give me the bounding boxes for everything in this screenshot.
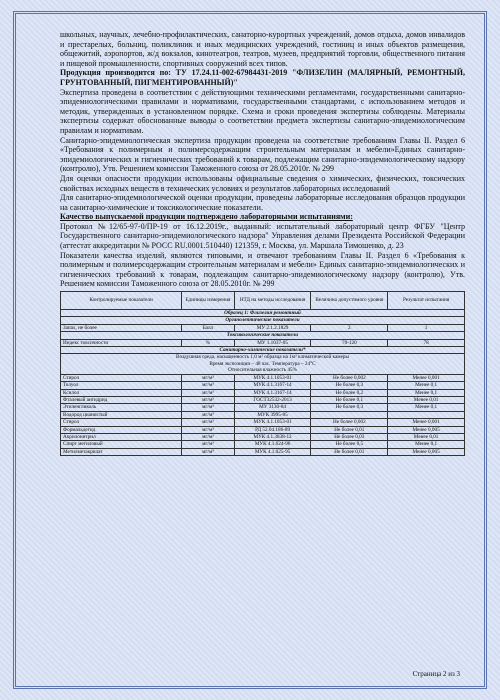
column-header: Контролируемые показатели xyxy=(61,292,182,310)
table-cell: Менее 0,1 xyxy=(388,382,465,389)
table-cell: Менее 0,1 xyxy=(388,389,465,396)
column-header: Единицы измерения xyxy=(182,292,235,310)
table-cell: мг/м³ xyxy=(182,441,235,448)
table-cell: мг/м³ xyxy=(182,411,235,418)
chem-note-3: Относительная влажность 45% xyxy=(228,367,297,374)
table-cell: Не более 0,01 xyxy=(311,448,388,455)
table-cell: МУК 4.1.1053-01 xyxy=(234,374,311,381)
table-cell: Не более 0,1 xyxy=(311,396,388,403)
table-cell: РД 52.04.186-89 xyxy=(234,426,311,433)
section-title: Образец 1: Флизелин ремонтный xyxy=(61,310,465,317)
table-cell: Менее 0,1 xyxy=(388,441,465,448)
table-cell: Акрилонитрил xyxy=(61,433,182,440)
table-cell: Менее 0,01 xyxy=(388,396,465,403)
table-cell: МУК 3995-85 xyxy=(234,411,311,418)
table-cell: МУ 2.1.2.1829 xyxy=(234,324,311,331)
results-table xyxy=(60,291,465,456)
table-row xyxy=(61,374,465,381)
table-cell: Не более 0,01 xyxy=(311,426,388,433)
table-cell: ГОСТ32532-2013 xyxy=(234,396,311,403)
table-cell: Не более 0,002 xyxy=(311,419,388,426)
table-cell: мг/м³ xyxy=(182,426,235,433)
table-row xyxy=(61,426,465,433)
table-cell: мг/м³ xyxy=(182,382,235,389)
chem-note xyxy=(61,354,465,374)
chem-note-1: Воздушная среда, насыщенность 1,0 м² образца на 1м³ климатической камеры xyxy=(176,354,349,361)
page-number: Страница 2 из 3 xyxy=(412,670,460,678)
table-row xyxy=(61,411,465,418)
table-cell: МУК 4.1.624-96 xyxy=(234,441,311,448)
paragraph-indicators: Показатели качества изделий, являются типовыми, и отвечают требованиям Главы II. Раздел 6 «Требования к полимерным и полимерсодержащим строительным материалам и мебели» Единых санитарно-эпидемиологических и гигиенических требований к товарам, подлежащим санитарно-эпидемиологическому надзору (контролю), Утв. Решением комиссии Таможенного союза от 28.05.2010г. № 299 xyxy=(60,250,465,289)
table-cell: Не более 0,2 xyxy=(311,389,388,396)
table-cell: Не более 0,3 xyxy=(311,382,388,389)
table-cell: Метилметакрилат xyxy=(61,448,182,455)
table-cell: мг/м³ xyxy=(182,404,235,411)
table-cell: мг/м³ xyxy=(182,396,235,403)
table-cell xyxy=(311,411,388,418)
table-cell: мг/м³ xyxy=(182,433,235,440)
table-row xyxy=(61,396,465,403)
table-row xyxy=(61,404,465,411)
table-cell: Стирол xyxy=(61,419,182,426)
section-row xyxy=(61,347,465,354)
table-row xyxy=(61,433,465,440)
table-cell: Не более 0,002 xyxy=(311,374,388,381)
table-row xyxy=(61,324,465,331)
paragraph-compliance: Санитарно-эпидемиологическая экспертиза продукции проведена на соответствие требованиям Главы II. Раздел 6 «Требования к полимерным и полимерсодержащим строительным материалам и мебели»Единых санитарно-эпидемиологических и гигиенических требований к товарам, подлежащим санитарно-эпидемиологическому надзору (контролю), Утв. Решением комиссии Таможенного союза от 28.05.2010г. № 299 xyxy=(60,135,465,174)
table-cell: Менее 0,001 xyxy=(388,419,465,426)
column-header: НТД на методы исследования xyxy=(234,292,311,310)
table-row xyxy=(61,419,465,426)
table-cell: МУК 4.1.3038-12 xyxy=(234,433,311,440)
table-cell: МУК 4.1.3167-14 xyxy=(234,382,311,389)
table-cell: Менее 0,005 xyxy=(388,426,465,433)
section-title: Санитарно-химические показатели* xyxy=(61,347,465,354)
table-cell xyxy=(388,411,465,418)
table-cell: 1 xyxy=(388,324,465,331)
table-cell: Не более 0,03 xyxy=(311,433,388,440)
table-header-row xyxy=(61,292,465,310)
paragraph-hazard: Для оценки опасности продукции использованы официальные сведения о химических, физических, токсических свойствах исходных веществ в технических условиях и результатов лабораторных исследований xyxy=(60,173,465,193)
table-row xyxy=(61,448,465,455)
document-body xyxy=(60,30,465,456)
table-cell: МУК 4.1.3167-14 xyxy=(234,389,311,396)
production-spec: ТУ 17.24.11-002-67984431-2019 "ФЛИЗЕЛИН (МАЛЯРНЫЙ, РЕМОНТНЫЙ, ГРУНТОВАННЫЙ, ПИГМЕНТИРОВАННЫЙ)" xyxy=(60,68,465,87)
table-cell: Не более 0,3 xyxy=(311,404,388,411)
paragraph-expertise: Экспертиза проведена в соответствии с действующими техническими регламентами, государственными санитарно-эпидемиологическими правилами и нормативами, государственными стандартами, с использованием методов и методик, утвержденных в установленном порядке. Схема и сроки проведения экспертизы соблюдены. Материалы экспертизы содержат обоснованные выводы о соответствии предмета экспертизы санитарно-эпидемиологическим правилам и нормативам. xyxy=(60,87,465,135)
paragraph-production xyxy=(60,68,465,87)
table-cell: % xyxy=(182,339,235,346)
table-cell: Менее 0,005 xyxy=(388,448,465,455)
note-row xyxy=(61,354,465,374)
table-cell: Не более 0,5 xyxy=(311,441,388,448)
table-cell: Спирт метиловый xyxy=(61,441,182,448)
section-title: Токсикологические показатели xyxy=(61,332,465,339)
table-cell: мг/м³ xyxy=(182,448,235,455)
production-label: Продукция производится по: xyxy=(60,68,171,78)
table-row xyxy=(61,441,465,448)
table-cell: Этиленгликоль xyxy=(61,404,182,411)
table-cell: Менее 0,01 xyxy=(388,433,465,440)
table-cell: Балл xyxy=(182,324,235,331)
column-header: Величина допустимого уровня xyxy=(311,292,388,310)
section-row xyxy=(61,332,465,339)
table-cell: МУ 3130-84 xyxy=(234,404,311,411)
table-cell: мг/м³ xyxy=(182,374,235,381)
table-cell: Запах, не более xyxy=(61,324,182,331)
section-row xyxy=(61,310,465,317)
paragraph-quality-heading: Качество выпускаемой продукции подтверждено лабораторными испытаниями: xyxy=(60,212,353,222)
table-row xyxy=(61,389,465,396)
paragraph-lab: Для санитарно-эпидемиологической оценки продукции, проведены лабораторные исследования образцов продукции на санитарно-химические и токсикологические показатели. xyxy=(60,193,465,212)
table-row xyxy=(61,382,465,389)
section-title: Органолептические показатели xyxy=(61,317,465,324)
table-cell: Водород цианистый xyxy=(61,411,182,418)
table-body xyxy=(61,310,465,456)
table-cell: Индекс токсичности xyxy=(61,339,182,346)
table-cell: Стирол xyxy=(61,374,182,381)
table-cell: МУК 4.1.025-95 xyxy=(234,448,311,455)
paragraph-scope: школьных, научных, лечебно-профилактических, санаторно-курортных учреждений, домов отдыха, домов инвалидов и престарелых, больниц, поликлиник и иных медицинских учреждений, гостиниц и иных объектов размещения, общежитий, аэропортов, ж/д вокзалов, кинотеатров, театров, музеев, предприятий торговли, общественного питания и пищевой промышленности, спортивных сооружений всех типов. xyxy=(60,30,465,68)
table-cell: МУК 4.1.1053-01 xyxy=(234,419,311,426)
table-cell: МУ 1.1037-05 xyxy=(234,339,311,346)
table-cell: Менее 0,001 xyxy=(388,374,465,381)
table-cell: мг/м³ xyxy=(182,419,235,426)
table-cell: Менее 0,1 xyxy=(388,404,465,411)
table-cell: 70-120 xyxy=(311,339,388,346)
section-row xyxy=(61,317,465,324)
table-cell: Толуол xyxy=(61,382,182,389)
paragraph-protocol: Протокол №12/65-97-0/ПР-19 от 16.12.2019г., выданный: испытательный лабораторный центр ФГБУ "Центр Государственного санитарно-эпидемиологического надзора" Управления делами Президента Российской Федерации (аттестат аккредитации № РОСС RU.0001.510440) 121359, г. Москва, ул. Маршала Тимошенко, д. 23 xyxy=(60,221,465,251)
column-header: Результат испытания xyxy=(388,292,465,310)
table-cell: Фталевый ангидрид xyxy=(61,396,182,403)
table-row xyxy=(61,339,465,346)
table-cell: мг/м³ xyxy=(182,389,235,396)
table-cell: 78 xyxy=(388,339,465,346)
table-cell: Формальдегид xyxy=(61,426,182,433)
chem-note-2: Время экспозиции – 48 час. Температура – 24°С xyxy=(209,360,316,367)
table-cell: 2 xyxy=(311,324,388,331)
table-cell: Ксилол xyxy=(61,389,182,396)
